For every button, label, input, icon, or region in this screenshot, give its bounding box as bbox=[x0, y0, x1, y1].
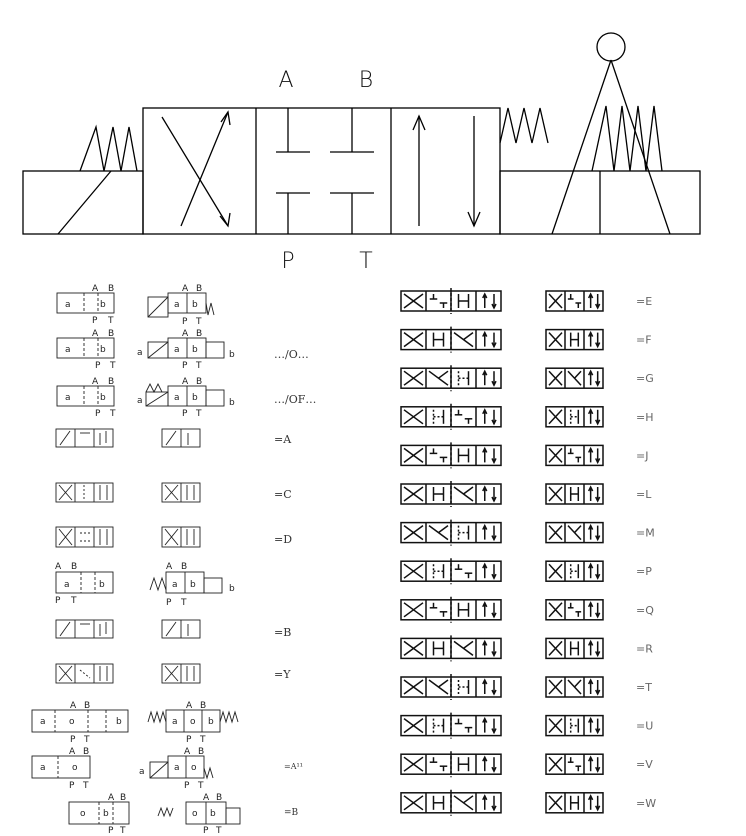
port-p-label: P bbox=[281, 249, 295, 274]
label-port-a: A bbox=[166, 562, 173, 572]
right-row-5-long-symbol bbox=[401, 481, 501, 507]
label-port-a: A bbox=[92, 377, 99, 387]
label-b: b bbox=[192, 300, 198, 310]
label-port-t: T bbox=[110, 361, 116, 371]
right-row-5-short-symbol bbox=[546, 484, 603, 504]
label-port-t: T bbox=[181, 598, 187, 608]
label-b: b bbox=[103, 809, 109, 819]
caption-of: …/OF… bbox=[274, 393, 317, 406]
label-port-b: B bbox=[108, 329, 115, 339]
left-row-8-symbol bbox=[56, 664, 200, 683]
label-port-p: P bbox=[182, 409, 188, 419]
label-b: b bbox=[99, 580, 105, 590]
label-port-t: T bbox=[71, 596, 77, 606]
right-row-12-caption: =V bbox=[636, 758, 653, 772]
caption-b: =B bbox=[274, 626, 292, 639]
label-port-a: A bbox=[186, 701, 193, 711]
label-port-b: B bbox=[196, 329, 203, 339]
label-port-b: B bbox=[216, 793, 223, 803]
label-port-a: A bbox=[203, 793, 210, 803]
port-t-label: T bbox=[359, 249, 373, 274]
label-o: o bbox=[192, 809, 198, 819]
label-b: b bbox=[100, 393, 106, 403]
label-o: o bbox=[190, 717, 196, 727]
label-port-p: P bbox=[92, 316, 98, 326]
label-port-t: T bbox=[110, 409, 116, 419]
label-b: b bbox=[229, 398, 235, 408]
right-row-12-long-symbol bbox=[401, 751, 501, 777]
right-row-2-caption: =G bbox=[636, 372, 654, 386]
label-port-b: B bbox=[198, 747, 205, 757]
right-row-7-short-symbol bbox=[546, 561, 603, 581]
right-row-0-short-symbol bbox=[546, 291, 603, 311]
right-row-2-short-symbol bbox=[546, 368, 603, 388]
right-row-10-caption: =T bbox=[636, 681, 652, 694]
label-port-a: A bbox=[182, 329, 189, 339]
left-row-10-symbol bbox=[32, 756, 213, 778]
label-port-a: A bbox=[92, 284, 99, 294]
label-port-t: T bbox=[196, 361, 202, 371]
label-a: a bbox=[40, 717, 46, 727]
right-row-8-long-symbol bbox=[401, 597, 501, 623]
left-row-7-symbol bbox=[56, 620, 200, 638]
right-row-11-long-symbol bbox=[401, 713, 501, 739]
right-row-7-caption: =P bbox=[636, 565, 652, 579]
caption-d: =D bbox=[274, 533, 293, 546]
label-port-t: T bbox=[200, 735, 206, 745]
label-port-t: T bbox=[196, 409, 202, 419]
label-port-b: B bbox=[196, 284, 203, 294]
caption-a: =A bbox=[274, 433, 292, 446]
main-valve-symbol bbox=[23, 33, 700, 234]
label-a: a bbox=[65, 393, 71, 403]
right-row-1-long-symbol bbox=[401, 327, 501, 353]
right-row-12-short-symbol bbox=[546, 754, 603, 774]
label-port-p: P bbox=[203, 826, 209, 836]
right-row-10-short-symbol bbox=[546, 677, 603, 697]
label-port-t: T bbox=[198, 781, 204, 791]
label-port-b: B bbox=[71, 562, 78, 572]
right-row-6-long-symbol bbox=[401, 520, 501, 546]
label-a: a bbox=[64, 580, 70, 590]
label-port-b: B bbox=[83, 747, 90, 757]
label-b: b bbox=[100, 300, 106, 310]
right-row-4-long-symbol bbox=[401, 442, 501, 468]
port-a-label: A bbox=[278, 68, 294, 93]
right-row-0-caption: =E bbox=[636, 295, 653, 308]
right-row-13-long-symbol bbox=[401, 790, 501, 816]
port-b-label: B bbox=[358, 68, 374, 93]
label-port-t: T bbox=[108, 316, 114, 326]
label-o: o bbox=[72, 763, 78, 773]
caption-c: =C bbox=[274, 488, 292, 501]
label-port-b: B bbox=[196, 377, 203, 387]
label-port-b: B bbox=[200, 701, 207, 711]
left-row-3-symbol bbox=[56, 429, 200, 447]
right-row-1-caption: =F bbox=[636, 333, 652, 347]
right-row-3-long-symbol bbox=[401, 404, 501, 430]
label-port-t: T bbox=[84, 735, 90, 745]
right-row-4-caption: =J bbox=[636, 449, 649, 463]
right-row-9-caption: =R bbox=[636, 642, 653, 656]
right-row-6-caption: =M bbox=[636, 526, 655, 540]
right-row-9-short-symbol bbox=[546, 638, 603, 658]
right-row-3-caption: =H bbox=[636, 410, 654, 424]
label-b: b bbox=[190, 580, 196, 590]
right-row-9-long-symbol bbox=[401, 635, 501, 661]
label-port-a: A bbox=[184, 747, 191, 757]
label-port-a: A bbox=[182, 284, 189, 294]
left-row-4-symbol bbox=[56, 483, 200, 502]
label-port-p: P bbox=[182, 361, 188, 371]
label-b: b bbox=[100, 345, 106, 355]
caption-b-2: =B bbox=[284, 808, 299, 818]
label-port-p: P bbox=[186, 735, 192, 745]
right-row-8-short-symbol bbox=[546, 600, 603, 620]
label-o: o bbox=[69, 717, 75, 727]
label-port-p: P bbox=[108, 826, 114, 836]
right-row-4-short-symbol bbox=[546, 445, 603, 465]
label-a: a bbox=[174, 345, 180, 355]
label-a: a bbox=[137, 348, 143, 358]
label-a: a bbox=[137, 396, 143, 406]
label-port-p: P bbox=[166, 598, 172, 608]
label-port-p: P bbox=[55, 596, 61, 606]
label-b: b bbox=[192, 393, 198, 403]
right-row-7-long-symbol bbox=[401, 558, 501, 584]
label-port-b: B bbox=[108, 284, 115, 294]
label-b: b bbox=[192, 345, 198, 355]
right-row-8-caption: =Q bbox=[636, 603, 654, 617]
label-a: a bbox=[65, 300, 71, 310]
caption-o: …/O… bbox=[274, 348, 309, 361]
right-row-10-long-symbol bbox=[401, 674, 501, 700]
label-port-a: A bbox=[92, 329, 99, 339]
right-row-6-short-symbol bbox=[546, 523, 603, 543]
label-port-p: P bbox=[184, 781, 190, 791]
right-row-13-short-symbol bbox=[546, 793, 603, 813]
label-port-t: T bbox=[196, 317, 202, 327]
label-port-b: B bbox=[84, 701, 91, 711]
right-row-13-caption: =W bbox=[636, 796, 657, 810]
label-o: o bbox=[191, 763, 197, 773]
label-a: a bbox=[172, 580, 178, 590]
label-a: a bbox=[40, 763, 46, 773]
label-port-p: P bbox=[95, 409, 101, 419]
label-b: b bbox=[208, 717, 214, 727]
label-port-b: B bbox=[181, 562, 188, 572]
label-port-p: P bbox=[70, 735, 76, 745]
right-row-3-short-symbol bbox=[546, 407, 603, 427]
caption-a-double-prime: =A¹¹ bbox=[284, 762, 303, 771]
label-port-a: A bbox=[70, 701, 77, 711]
right-row-5-caption: =L bbox=[636, 488, 652, 501]
right-column-symbols bbox=[401, 288, 656, 816]
label-a: a bbox=[174, 300, 180, 310]
label-a: a bbox=[65, 345, 71, 355]
label-port-b: B bbox=[108, 377, 115, 387]
right-row-2-long-symbol bbox=[401, 365, 501, 391]
left-row-6-symbol bbox=[56, 572, 222, 593]
left-column-labels bbox=[40, 284, 316, 836]
label-b: b bbox=[116, 717, 122, 727]
label-port-b: B bbox=[120, 793, 127, 803]
label-a: a bbox=[172, 717, 178, 727]
label-a: a bbox=[174, 393, 180, 403]
label-port-a: A bbox=[55, 562, 62, 572]
label-port-t: T bbox=[120, 826, 126, 836]
label-a: a bbox=[174, 763, 180, 773]
right-row-11-caption: =U bbox=[636, 719, 654, 733]
left-row-0-symbol bbox=[57, 293, 214, 317]
label-a: a bbox=[139, 767, 145, 777]
caption-y: =Y bbox=[274, 668, 291, 681]
right-row-1-short-symbol bbox=[546, 330, 603, 350]
label-port-t: T bbox=[83, 781, 89, 791]
label-b: b bbox=[229, 584, 235, 594]
label-port-p: P bbox=[95, 361, 101, 371]
right-row-11-short-symbol bbox=[546, 716, 603, 736]
left-row-5-symbol bbox=[56, 527, 200, 547]
label-port-p: P bbox=[182, 317, 188, 327]
right-row-0-long-symbol bbox=[401, 288, 501, 314]
label-b: b bbox=[210, 809, 216, 819]
label-b: b bbox=[229, 350, 235, 360]
label-port-a: A bbox=[69, 747, 76, 757]
label-port-p: P bbox=[69, 781, 75, 791]
label-port-a: A bbox=[108, 793, 115, 803]
label-port-t: T bbox=[216, 826, 222, 836]
label-o: o bbox=[80, 809, 86, 819]
label-port-a: A bbox=[182, 377, 189, 387]
